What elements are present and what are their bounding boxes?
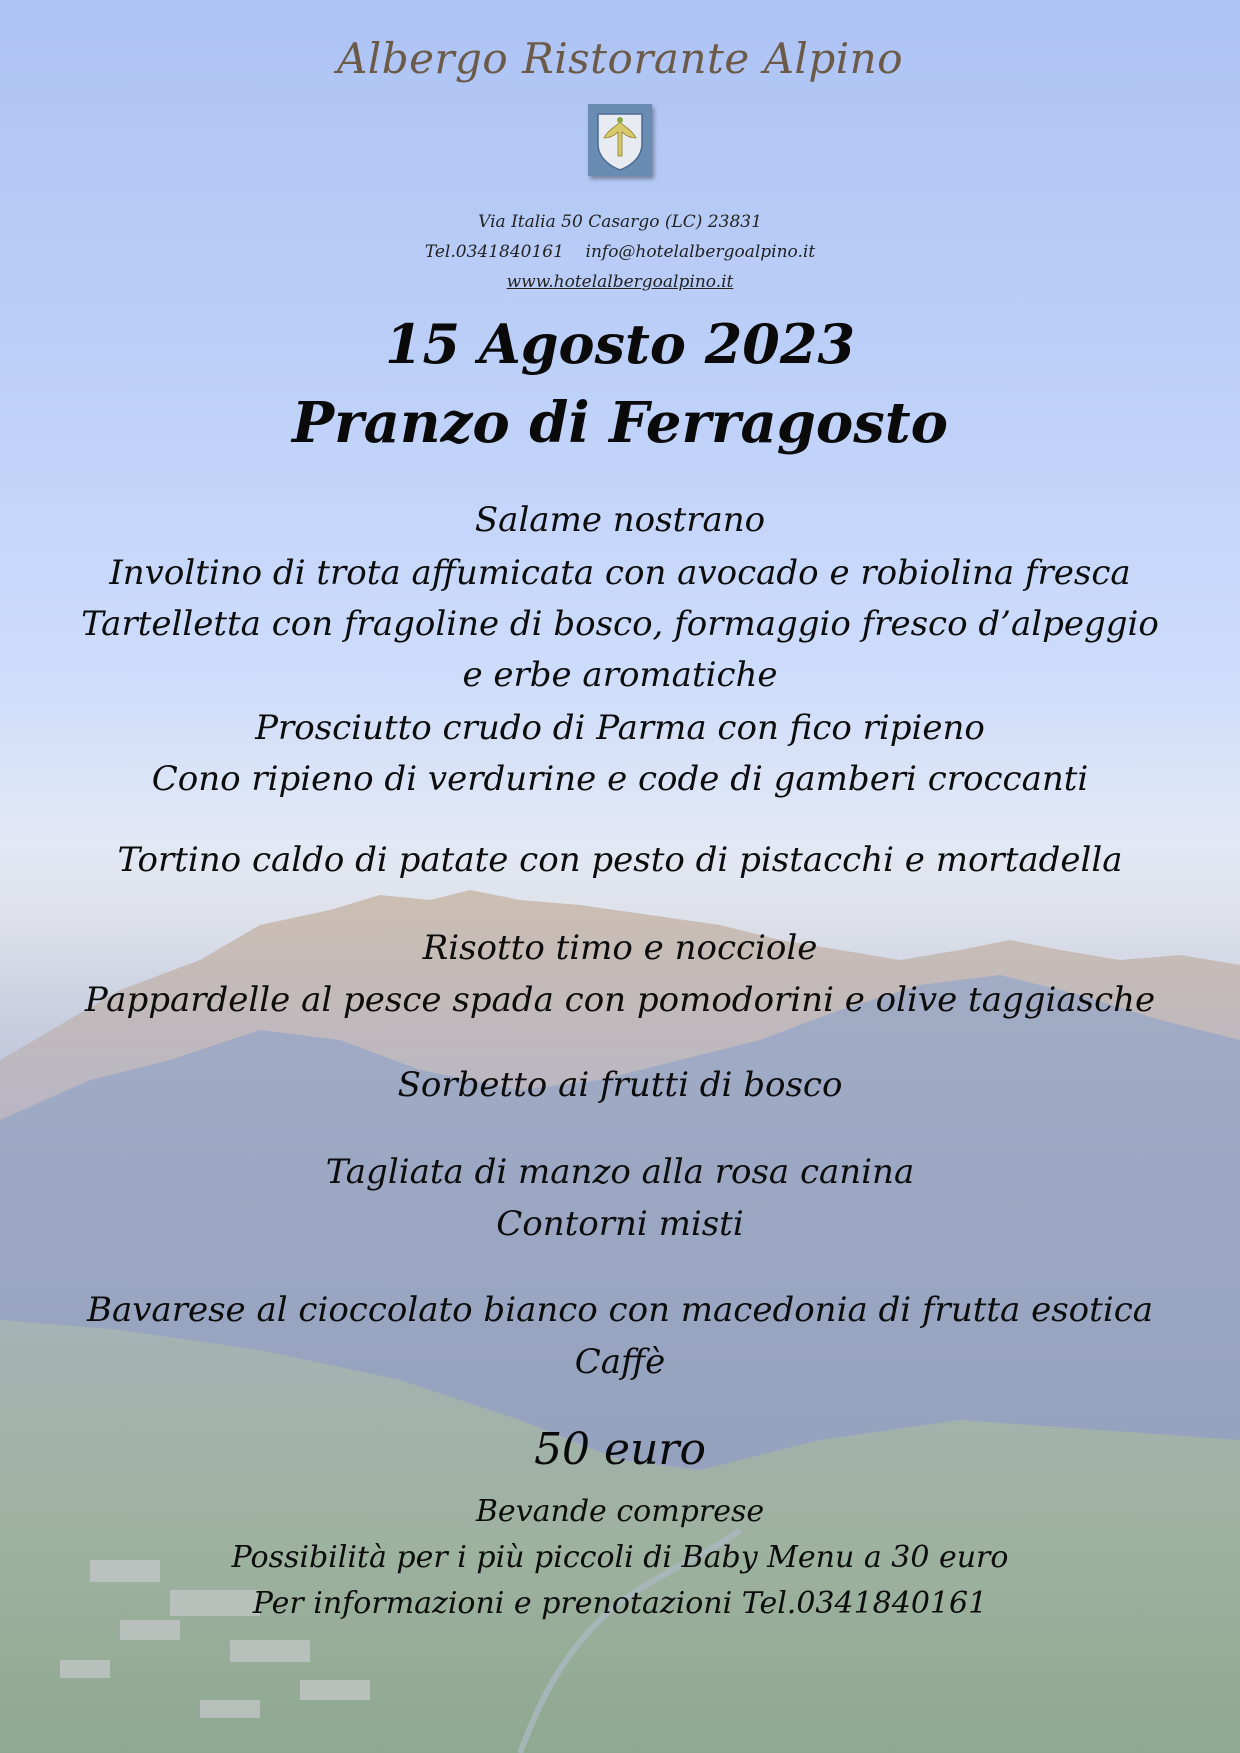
menu-item-antipasto-4: Prosciutto crudo di Parma con fico ripieno bbox=[255, 708, 985, 748]
menu-item-contorni: Contorni misti bbox=[496, 1204, 744, 1244]
menu-price: 50 euro bbox=[534, 1424, 706, 1475]
menu-item-sorbetto: Sorbetto ai frutti di bosco bbox=[397, 1065, 843, 1105]
hotel-contacts: Tel.0341840161 info@hotelalbergoalpino.it bbox=[424, 242, 816, 262]
baby-menu-note: Possibilità per i più piccoli di Baby Menu a 30 euro bbox=[231, 1540, 1009, 1575]
menu-item-tortino: Tortino caldo di patate con pesto di pistacchi e mortadella bbox=[117, 840, 1123, 880]
menu-item-caffe: Caffè bbox=[574, 1342, 666, 1382]
menu-item-antipasto-1: Salame nostrano bbox=[474, 500, 766, 540]
menu-item-dolce: Bavarese al cioccolato bianco con macedonia di frutta esotica bbox=[86, 1290, 1154, 1330]
menu-item-antipasto-3-cont: e erbe aromatiche bbox=[462, 655, 778, 695]
menu-item-secondo-1: Tagliata di manzo alla rosa canina bbox=[325, 1152, 915, 1192]
coat-of-arms-logo bbox=[588, 104, 652, 176]
crest-shield-icon bbox=[588, 104, 652, 176]
menu-item-antipasto-5: Cono ripieno di verdurine e code di gamberi croccanti bbox=[151, 759, 1089, 799]
drinks-included-note: Bevande comprese bbox=[475, 1494, 765, 1529]
booking-info-note: Per informazioni e prenotazioni Tel.0341840161 bbox=[252, 1586, 988, 1621]
hotel-address: Via Italia 50 Casargo (LC) 23831 bbox=[478, 212, 762, 232]
hotel-name: Albergo Ristorante Alpino bbox=[336, 34, 904, 83]
menu-item-primo-1: Risotto timo e nocciole bbox=[422, 928, 818, 968]
event-title: Pranzo di Ferragosto bbox=[291, 390, 949, 456]
event-date: 15 Agosto 2023 bbox=[384, 312, 856, 376]
menu-item-primo-2: Pappardelle al pesce spada con pomodorini e olive taggiasche bbox=[84, 980, 1156, 1020]
menu-item-antipasto-2: Involtino di trota affumicata con avocado e robiolina fresca bbox=[109, 553, 1131, 593]
menu-item-antipasto-3: Tartelletta con fragoline di bosco, formaggio fresco d’alpeggio bbox=[81, 604, 1159, 644]
hotel-website-link[interactable]: www.hotelalbergoalpino.it bbox=[506, 272, 734, 292]
